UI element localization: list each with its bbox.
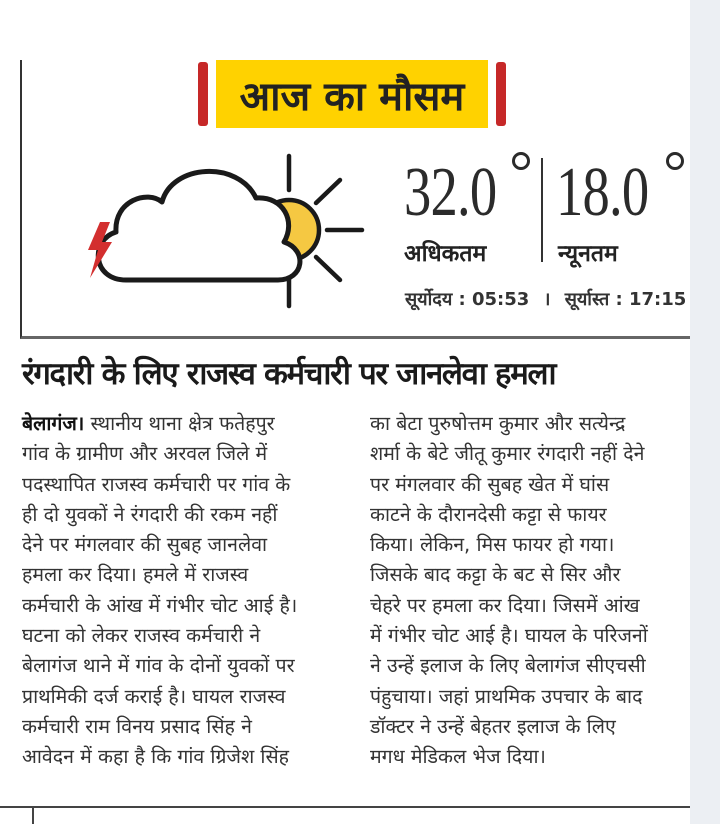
max-temp-label: अधिकतम xyxy=(404,241,487,267)
weather-icon xyxy=(78,150,368,315)
time-separator: । xyxy=(543,289,551,310)
sunrise-time: सूर्योदय : 05:53 xyxy=(405,289,530,310)
article-line: डॉक्टर ने उन्हें बेहतर इलाज के लिए xyxy=(370,714,616,738)
min-temperature: 18.0 xyxy=(556,154,649,231)
article-line: काटने के दौरानदेसी कट्टा से फायर xyxy=(370,502,607,526)
article-line: पंहुचाया। जहां प्राथमिक उपचार के बाद xyxy=(370,684,643,708)
article-line: प्राथमिकी दर्ज कराई है। घायल राजस्व xyxy=(22,684,286,708)
sun-times xyxy=(405,287,686,311)
article-line: घटना को लेकर राजस्व कर्मचारी ने xyxy=(22,624,261,648)
degree-symbol-max xyxy=(512,152,530,170)
article-line: किया। लेकिन, मिस फायर हो गया। xyxy=(370,533,615,557)
sunset-time: सूर्यास्त : 17:15 xyxy=(564,289,687,310)
next-article-box xyxy=(32,808,688,824)
weather-title-banner xyxy=(196,60,508,128)
article-line: कर्मचारी के आंख में गंभीर चोट आई है। xyxy=(22,593,298,617)
article-line: मगध मेडिकल भेज दिया। xyxy=(370,745,546,769)
temperature-divider xyxy=(541,158,543,262)
article-line: ने उन्हें इलाज के लिए बेलागंज सीएचसी xyxy=(370,654,646,678)
article-line: शर्मा के बेटे जीतू कुमार रंगदारी नहीं देने xyxy=(370,442,645,466)
title-bar-right xyxy=(496,62,506,126)
article-headline: रंगदारी के लिए राजस्व कर्मचारी पर जानलेवा हमला xyxy=(22,356,556,392)
cloud-icon xyxy=(98,171,300,280)
article-line: गांव के ग्रामीण और अरवल जिले में xyxy=(22,442,268,466)
article-line: में गंभीर चोट आई है। घायल के परिजनों xyxy=(370,624,648,648)
title-bar-left xyxy=(198,62,208,126)
weather-title: आज का मौसम xyxy=(216,60,488,128)
degree-symbol-min xyxy=(666,152,684,170)
article-line: चेहरे पर हमला कर दिया। जिसमें आंख xyxy=(370,593,640,617)
page-margin-strip xyxy=(690,0,720,824)
article-line: ही दो युवकों ने रंगदारी की रकम नहीं xyxy=(22,502,278,526)
article-line: बेलागंज। स्थानीय थाना क्षेत्र फतेहपुर xyxy=(22,412,275,435)
max-temperature: 32.0 xyxy=(404,154,497,231)
article-line: पर मंगलवार की सुबह खेत में घांस xyxy=(370,472,610,496)
article-line: हमला कर दिया। हमले में राजस्व xyxy=(22,563,249,587)
article-dateline: बेलागंज। xyxy=(22,412,85,435)
article-column-2 xyxy=(370,409,685,773)
article-line: जिसके बाद कट्टा के बट से सिर और xyxy=(370,563,621,587)
min-temp-label: न्यूनतम xyxy=(558,241,618,267)
article-line: देने पर मंगलवार की सुबह जानलेवा xyxy=(22,533,268,557)
article-line: का बेटा पुरुषोत्तम कुमार और सत्येन्द्र xyxy=(370,412,626,435)
article-line: बेलागंज थाने में गांव के दोनों युवकों पर xyxy=(22,654,295,678)
article-line: पदस्थापित राजस्व कर्मचारी पर गांव के xyxy=(22,472,291,496)
article-line: कर्मचारी राम विनय प्रसाद सिंह ने xyxy=(22,714,252,738)
article-line: आवेदन में कहा है कि गांव ग्रिजेश सिंह xyxy=(22,745,289,769)
article-column-1 xyxy=(22,409,352,773)
